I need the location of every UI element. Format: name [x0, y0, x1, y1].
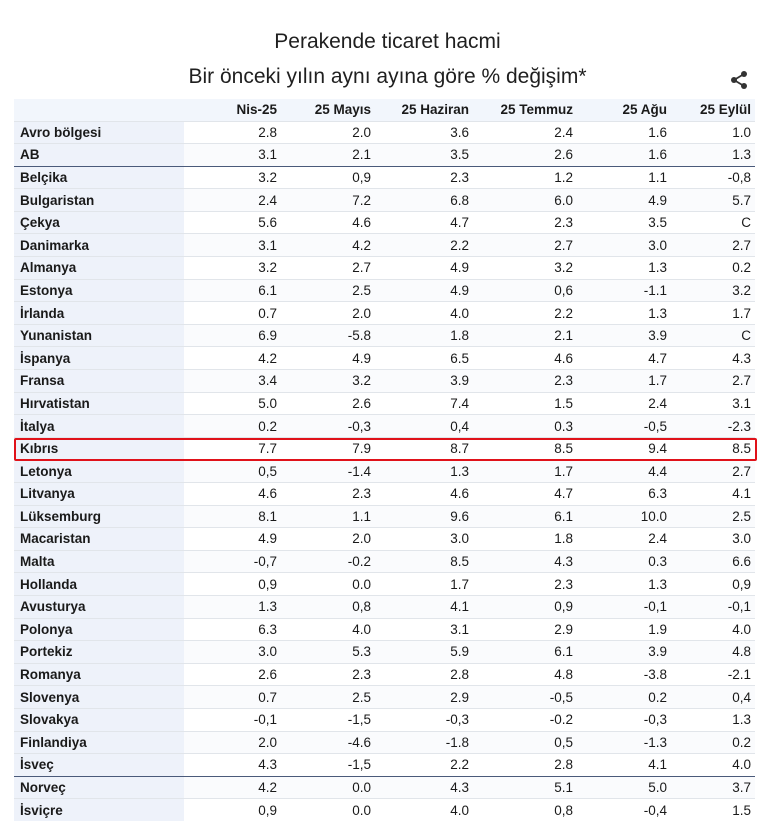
table-cell: 2.7	[281, 257, 375, 280]
table-cell: 3.2	[473, 257, 577, 280]
row-label: Litvanya	[14, 483, 184, 506]
table-row	[14, 347, 755, 370]
row-label: İsveç	[14, 754, 184, 777]
table-row	[14, 708, 755, 731]
table-cell: 3.0	[184, 641, 281, 664]
table-cell: 1.5	[473, 392, 577, 415]
table-cell: 6.1	[473, 641, 577, 664]
row-label: Kıbrıs	[14, 437, 184, 460]
table-cell: 0.0	[281, 573, 375, 596]
table-row	[14, 641, 755, 664]
row-label: İrlanda	[14, 302, 184, 325]
table-cell: 4.8	[671, 641, 755, 664]
table-cell: -0.2	[281, 550, 375, 573]
table-cell: 1.0	[671, 121, 755, 144]
table-cell: 6.1	[184, 279, 281, 302]
table-cell: 2.3	[473, 573, 577, 596]
table-cell: 3.2	[184, 166, 281, 189]
table-cell: -0,5	[577, 415, 671, 438]
table-cell: -2.3	[671, 415, 755, 438]
table-cell: 9.6	[375, 505, 473, 528]
table-cell: 8.7	[375, 437, 473, 460]
column-header: 25 Temmuz	[500, 102, 573, 118]
row-label: Yunanistan	[14, 324, 184, 347]
row-label: Lüksemburg	[14, 505, 184, 528]
table-cell: 4.6	[473, 347, 577, 370]
row-label: Belçika	[14, 166, 184, 189]
table-cell: 0,6	[473, 279, 577, 302]
table-cell: 4.3	[473, 550, 577, 573]
table-cell: 2.8	[473, 754, 577, 777]
row-label: İspanya	[14, 347, 184, 370]
table-row	[14, 754, 755, 777]
table-cell: -0,8	[671, 166, 755, 189]
table-cell: -0,4	[577, 799, 671, 822]
table-cell: 4.4	[577, 460, 671, 483]
table-cell: 2.3	[375, 166, 473, 189]
table-row	[14, 211, 755, 234]
table-cell: 2.0	[184, 731, 281, 754]
table-cell: 8.5	[473, 437, 577, 460]
table-row	[14, 799, 755, 822]
table-cell: 3.0	[577, 234, 671, 257]
table-cell: -0,3	[375, 708, 473, 731]
table-cell: 3.4	[184, 370, 281, 393]
table-cell: 0,9	[184, 573, 281, 596]
table-cell: 1.5	[671, 799, 755, 822]
table-row	[14, 279, 755, 302]
table-cell: 2.0	[281, 302, 375, 325]
table-row	[14, 144, 755, 167]
table-cell: 2.3	[473, 211, 577, 234]
table-cell: 0.2	[577, 686, 671, 709]
table-row	[14, 121, 755, 144]
table-cell: 6.3	[184, 618, 281, 641]
table-cell: 2.4	[577, 392, 671, 415]
table-cell: 5.1	[473, 776, 577, 799]
table-cell: 3.9	[577, 641, 671, 664]
table-cell: 3.2	[184, 257, 281, 280]
table-cell: 2.7	[671, 460, 755, 483]
table-cell: 7.9	[281, 437, 375, 460]
table-cell: 3.0	[375, 528, 473, 551]
table-cell: 7.2	[281, 189, 375, 212]
table-cell: 1.3	[577, 302, 671, 325]
table-cell: 4.2	[184, 347, 281, 370]
table-cell: 4.1	[375, 595, 473, 618]
row-label: Danimarka	[14, 234, 184, 257]
row-label: Slovenya	[14, 686, 184, 709]
row-label: Almanya	[14, 257, 184, 280]
table-cell: 4.3	[184, 754, 281, 777]
table-cell: 0.0	[281, 799, 375, 822]
table-cell: 2.1	[281, 144, 375, 167]
table-row	[14, 528, 755, 551]
table-cell: -0,1	[671, 595, 755, 618]
column-header: 25 Haziran	[401, 102, 469, 118]
table-cell: C	[671, 211, 755, 234]
table-header-row	[14, 99, 755, 121]
table-cell: 6.6	[671, 550, 755, 573]
table-cell: 2.8	[184, 121, 281, 144]
table-cell: 0.3	[473, 415, 577, 438]
table-cell: 6.0	[473, 189, 577, 212]
row-label: Polonya	[14, 618, 184, 641]
column-header-country	[14, 99, 184, 121]
row-label: AB	[14, 144, 184, 167]
table-cell: 0.2	[671, 257, 755, 280]
table-cell: 1.8	[375, 324, 473, 347]
table-cell: 2.0	[281, 121, 375, 144]
table-row	[14, 505, 755, 528]
table-cell: 5.6	[184, 211, 281, 234]
table-cell: 1.3	[577, 257, 671, 280]
table-cell: 3.9	[577, 324, 671, 347]
table-row	[14, 370, 755, 393]
table-body	[14, 121, 755, 821]
table-row	[14, 257, 755, 280]
table-cell: -1.8	[375, 731, 473, 754]
row-label: Çekya	[14, 211, 184, 234]
table-cell: -1.4	[281, 460, 375, 483]
table-cell: 2.5	[281, 279, 375, 302]
row-label: Slovakya	[14, 708, 184, 731]
table-row	[14, 392, 755, 415]
table-cell: 0.7	[184, 686, 281, 709]
table-cell: 4.1	[577, 754, 671, 777]
table-cell: 3.1	[375, 618, 473, 641]
table-cell: 4.6	[375, 483, 473, 506]
chart-title: Perakende ticaret hacmi	[274, 30, 501, 53]
table-cell: 2.3	[473, 370, 577, 393]
table-cell: 2.0	[281, 528, 375, 551]
table-cell: 2.6	[281, 392, 375, 415]
row-label: Avusturya	[14, 595, 184, 618]
table-cell: 2.4	[184, 189, 281, 212]
table-cell: 4.0	[375, 302, 473, 325]
table-cell: 2.3	[281, 663, 375, 686]
table-cell: 4.0	[375, 799, 473, 822]
table-cell: 2.4	[473, 121, 577, 144]
table-cell: 3.2	[671, 279, 755, 302]
table-cell: 8.1	[184, 505, 281, 528]
table-cell: 6.5	[375, 347, 473, 370]
table-cell: 4.9	[375, 279, 473, 302]
table-cell: 7.7	[184, 437, 281, 460]
table-cell: 2.2	[375, 754, 473, 777]
table-cell: 4.9	[281, 347, 375, 370]
table-cell: 4.9	[577, 189, 671, 212]
table-cell: -1,5	[281, 708, 375, 731]
row-label: Finlandiya	[14, 731, 184, 754]
table-cell: 0,9	[184, 799, 281, 822]
table-cell: 1.6	[577, 121, 671, 144]
table-cell: -0,1	[577, 595, 671, 618]
table-row	[14, 573, 755, 596]
table-cell: 4.1	[671, 483, 755, 506]
table-cell: 2.9	[473, 618, 577, 641]
table-cell: 2.6	[184, 663, 281, 686]
table-cell: 3.6	[375, 121, 473, 144]
table-cell: 2.2	[473, 302, 577, 325]
table-cell: 0,4	[671, 686, 755, 709]
table-cell: 0,9	[473, 595, 577, 618]
table-cell: 3.1	[184, 234, 281, 257]
table-cell: 0.2	[671, 731, 755, 754]
table-row	[14, 663, 755, 686]
table-cell: 8.5	[375, 550, 473, 573]
table-cell: 6.3	[577, 483, 671, 506]
table-cell: -2.1	[671, 663, 755, 686]
table-cell: 2.7	[671, 234, 755, 257]
table-cell: -1.3	[577, 731, 671, 754]
table-cell: 1.1	[281, 505, 375, 528]
share-button[interactable]	[729, 70, 749, 90]
table-cell: 0,8	[281, 595, 375, 618]
table-cell: 4.6	[184, 483, 281, 506]
table-row	[14, 415, 755, 438]
table-row	[14, 189, 755, 212]
table-cell: 2.7	[473, 234, 577, 257]
table-cell: 0,5	[473, 731, 577, 754]
table-cell: 4.6	[281, 211, 375, 234]
table-cell: 2.8	[375, 663, 473, 686]
table-cell: 5.0	[184, 392, 281, 415]
table-cell: 5.7	[671, 189, 755, 212]
table-cell: 5.0	[577, 776, 671, 799]
table-cell: 3.1	[184, 144, 281, 167]
table-cell: 2.5	[671, 505, 755, 528]
table-cell: 3.5	[577, 211, 671, 234]
table-cell: 4.3	[375, 776, 473, 799]
table-cell: -1.1	[577, 279, 671, 302]
table-cell: -4.6	[281, 731, 375, 754]
column-header: 25 Ağu	[622, 102, 667, 118]
table-cell: 2.5	[281, 686, 375, 709]
table-cell: 1.3	[577, 573, 671, 596]
table-cell: -0,7	[184, 550, 281, 573]
row-label: Macaristan	[14, 528, 184, 551]
table-cell: 0.7	[184, 302, 281, 325]
table-cell: 4.0	[671, 618, 755, 641]
table-cell: C	[671, 324, 755, 347]
table-cell: 4.3	[671, 347, 755, 370]
row-label: Bulgaristan	[14, 189, 184, 212]
table-cell: 9.4	[577, 437, 671, 460]
table-cell: 5.9	[375, 641, 473, 664]
column-header: 25 Eylül	[699, 102, 751, 118]
table-cell: 0,8	[473, 799, 577, 822]
table-cell: 6.9	[184, 324, 281, 347]
table-cell: 0,9	[671, 573, 755, 596]
table-cell: 3.5	[375, 144, 473, 167]
table-cell: 4.0	[281, 618, 375, 641]
table-cell: 1.7	[577, 370, 671, 393]
table-row	[14, 686, 755, 709]
row-label: Fransa	[14, 370, 184, 393]
table-cell: 0.2	[184, 415, 281, 438]
table-cell: 2.7	[671, 370, 755, 393]
table-row	[14, 731, 755, 754]
table-cell: 1.7	[375, 573, 473, 596]
table-row	[14, 776, 755, 799]
table-cell: 4.8	[473, 663, 577, 686]
table-cell: 2.4	[577, 528, 671, 551]
table-cell: 6.8	[375, 189, 473, 212]
table-cell: 6.1	[473, 505, 577, 528]
row-label: İtalya	[14, 415, 184, 438]
table-row	[14, 483, 755, 506]
table-cell: 0.0	[281, 776, 375, 799]
table-row	[14, 166, 755, 189]
row-label: İsviçre	[14, 799, 184, 822]
table-cell: 0.3	[577, 550, 671, 573]
table-cell: 1.7	[473, 460, 577, 483]
table-cell: 1.3	[671, 708, 755, 731]
table-cell: 1.3	[184, 595, 281, 618]
table-cell: -0,5	[473, 686, 577, 709]
table-cell: 4.7	[473, 483, 577, 506]
table-cell: 4.7	[375, 211, 473, 234]
table-row	[14, 302, 755, 325]
table-cell: 2.3	[281, 483, 375, 506]
table-cell: 0,4	[375, 415, 473, 438]
row-label: Avro bölgesi	[14, 121, 184, 144]
table-cell: 8.5	[671, 437, 755, 460]
row-label: Hırvatistan	[14, 392, 184, 415]
table-cell: -0,3	[577, 708, 671, 731]
table-row	[14, 595, 755, 618]
table-row	[14, 618, 755, 641]
table-row	[14, 234, 755, 257]
table-cell: 1.6	[577, 144, 671, 167]
table-cell: 1.2	[473, 166, 577, 189]
row-label: Romanya	[14, 663, 184, 686]
table-cell: 3.2	[281, 370, 375, 393]
row-label: Portekiz	[14, 641, 184, 664]
table-cell: -0.2	[473, 708, 577, 731]
retail-trade-table	[14, 99, 755, 821]
table-cell: 1.9	[577, 618, 671, 641]
table-cell: 1.8	[473, 528, 577, 551]
row-label: Estonya	[14, 279, 184, 302]
table-cell: 3.7	[671, 776, 755, 799]
table-cell: -0,1	[184, 708, 281, 731]
table-cell: 4.2	[184, 776, 281, 799]
table-cell: 4.7	[577, 347, 671, 370]
table-cell: 2.2	[375, 234, 473, 257]
table-row	[14, 460, 755, 483]
table-cell: 5.3	[281, 641, 375, 664]
table-cell: 4.0	[671, 754, 755, 777]
table-cell: -0,3	[281, 415, 375, 438]
table-cell: 4.9	[375, 257, 473, 280]
table-cell: 0,9	[281, 166, 375, 189]
table-cell: 3.9	[375, 370, 473, 393]
table-cell: 10.0	[577, 505, 671, 528]
row-label: Letonya	[14, 460, 184, 483]
table-cell: 3.1	[671, 392, 755, 415]
table-cell: 2.1	[473, 324, 577, 347]
table-cell: 2.9	[375, 686, 473, 709]
row-label: Norveç	[14, 776, 184, 799]
table-row	[14, 550, 755, 573]
column-header: Nis-25	[236, 102, 277, 118]
chart-subtitle: Bir önceki yılın aynı ayına göre % değişim*	[188, 65, 587, 88]
column-header: 25 Mayıs	[314, 102, 371, 118]
table-cell: 4.9	[184, 528, 281, 551]
table-cell: 1.1	[577, 166, 671, 189]
table-cell: -1,5	[281, 754, 375, 777]
table-cell: -5.8	[281, 324, 375, 347]
table-row	[14, 324, 755, 347]
table-cell: 1.7	[671, 302, 755, 325]
table-cell: 7.4	[375, 392, 473, 415]
table-cell: 4.2	[281, 234, 375, 257]
row-label: Hollanda	[14, 573, 184, 596]
row-label: Malta	[14, 550, 184, 573]
table-cell: 2.6	[473, 144, 577, 167]
table-row	[14, 437, 755, 460]
table-cell: -3.8	[577, 663, 671, 686]
table-cell: 1.3	[671, 144, 755, 167]
share-icon	[729, 70, 749, 90]
table-cell: 1.3	[375, 460, 473, 483]
table-cell: 3.0	[671, 528, 755, 551]
table-cell: 0,5	[184, 460, 281, 483]
